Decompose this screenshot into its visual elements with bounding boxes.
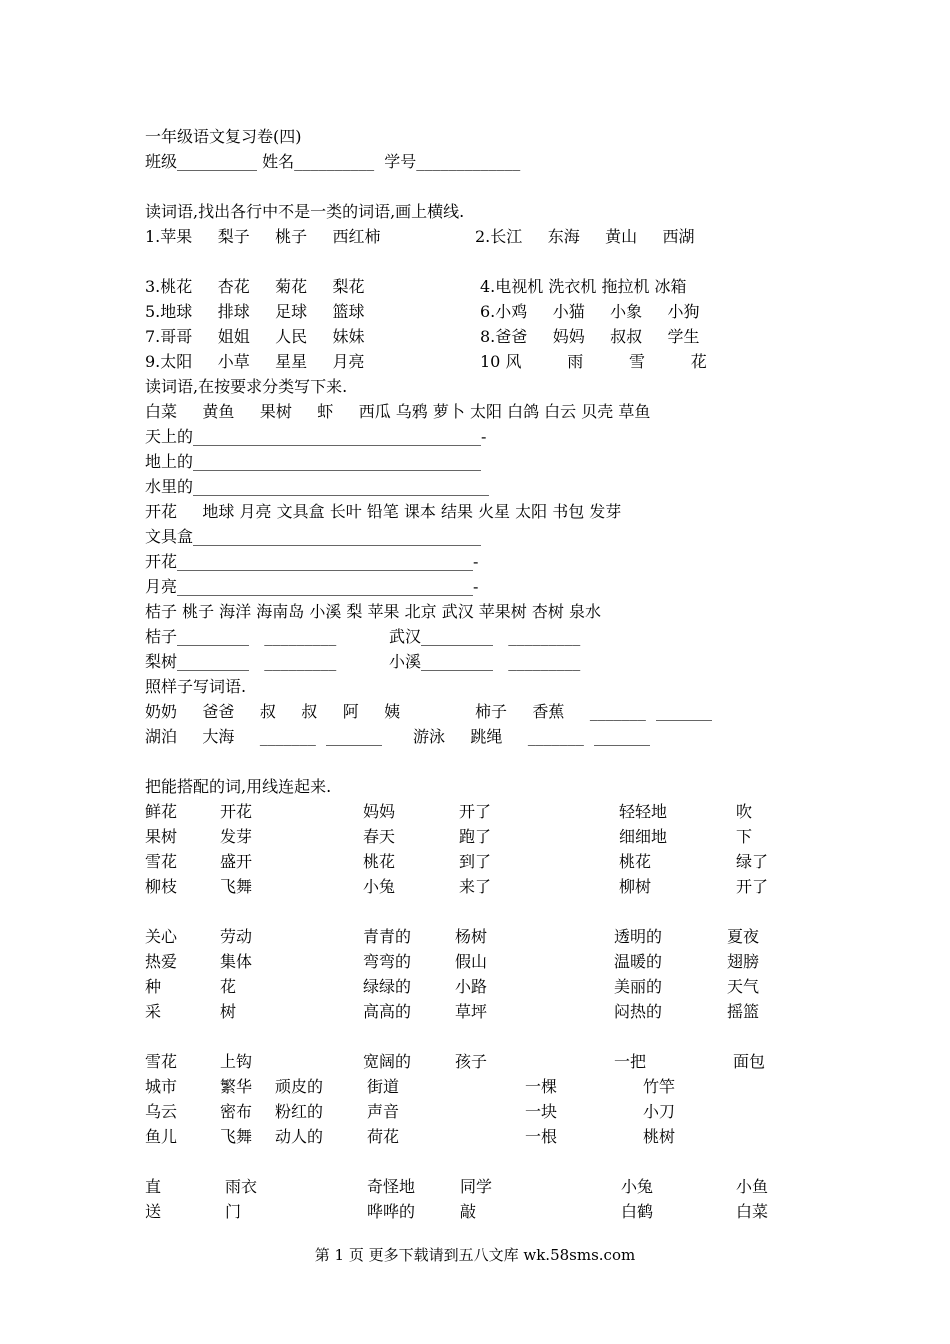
section1-instruction: 读词语,找出各行中不是一类的词语,画上横线. — [145, 202, 465, 221]
section3-instruction: 照样子写词语. — [145, 677, 247, 696]
matching-word: 荷花 — [367, 1127, 400, 1146]
matching-word: 天气 — [727, 977, 760, 996]
matching-word: 摇篮 — [727, 1002, 760, 1021]
example-right: 柿子 香蕉 _______ _______ — [475, 702, 713, 721]
row-right: 6.小鸡 小猫 小象 小狗 — [480, 302, 700, 321]
matching-word: 雪花 — [145, 852, 178, 871]
matching-word: 来了 — [459, 877, 492, 896]
matching-word: 小兔 — [363, 877, 396, 896]
matching-word: 青青的 — [363, 927, 412, 946]
matching-word: 夏夜 — [727, 927, 760, 946]
matching-word: 鲜花 — [145, 802, 178, 821]
matching-word: 绿了 — [736, 852, 769, 871]
matching-word: 宽阔的 — [363, 1052, 412, 1071]
matching-word: 同学 — [460, 1177, 493, 1196]
fill-blank-line: 天上的____________________________________- — [145, 427, 487, 446]
classification-row — [145, 326, 700, 348]
matching-word: 开花 — [220, 802, 253, 821]
matching-word: 到了 — [459, 852, 492, 871]
fill-blank-line: 水里的_____________________________________ — [145, 477, 490, 496]
fill-blank-pair-row — [145, 651, 581, 673]
matching-word: 一棵 — [525, 1077, 558, 1096]
fill-blank-line: 开花_____________________________________- — [145, 552, 479, 571]
matching-word: 果树 — [145, 827, 178, 846]
row-left: 9.太阳 小草 星星 月亮 — [145, 352, 365, 371]
matching-word: 弯弯的 — [363, 952, 412, 971]
pair-right: 小溪_________ _________ — [389, 652, 581, 671]
matching-word: 白菜 — [736, 1202, 769, 1221]
row-right: 10 风 雨 雪 花 — [480, 352, 707, 371]
matching-word: 采 — [145, 1002, 162, 1021]
row-left: 5.地球 排球 足球 篮球 — [145, 302, 365, 321]
matching-word: 一根 — [525, 1127, 558, 1146]
pair-right: 武汉_________ _________ — [389, 627, 581, 646]
example-row — [145, 701, 713, 723]
matching-word: 绿绿的 — [363, 977, 412, 996]
fill-blank-line: 地上的____________________________________ — [145, 452, 482, 471]
matching-word: 动人的 — [275, 1127, 324, 1146]
example-left: 湖泊 大海 _______ _______ — [145, 727, 383, 746]
matching-word: 飞舞 — [220, 1127, 253, 1146]
word-list: 桔子 桃子 海洋 海南岛 小溪 梨 苹果 北京 武汉 苹果树 杏树 泉水 — [145, 602, 601, 621]
matching-word: 飞舞 — [220, 877, 253, 896]
fill-blank-line: 文具盒____________________________________ — [145, 527, 482, 546]
matching-word: 草坪 — [455, 1002, 488, 1021]
pair-left: 桔子_________ _________ — [145, 627, 337, 646]
section4-instruction: 把能搭配的词,用线连起来. — [145, 777, 332, 796]
matching-word: 街道 — [367, 1077, 400, 1096]
example-row — [145, 726, 651, 748]
section2-instruction: 读词语,在按要求分类写下来. — [145, 377, 348, 396]
matching-word: 闷热的 — [614, 1002, 663, 1021]
row-right: 2.长江 东海 黄山 西湖 — [475, 227, 695, 246]
matching-word: 小刀 — [643, 1102, 676, 1121]
page-title: 一年级语文复习卷(四) — [145, 127, 302, 146]
matching-word: 小鱼 — [736, 1177, 769, 1196]
matching-word: 桃树 — [643, 1127, 676, 1146]
matching-word: 粉红的 — [275, 1102, 324, 1121]
classification-row — [145, 276, 687, 298]
row-right: 8.爸爸 妈妈 叔叔 学生 — [480, 327, 700, 346]
word-list: 白菜 黄鱼 果树 虾 西瓜 乌鸦 萝卜 太阳 白鸽 白云 贝壳 草鱼 — [145, 402, 651, 421]
matching-word: 集体 — [220, 952, 253, 971]
matching-word: 面包 — [733, 1052, 766, 1071]
matching-word: 奇怪地 — [367, 1177, 416, 1196]
matching-word: 妈妈 — [363, 802, 396, 821]
row-left: 3.桃花 杏花 菊花 梨花 — [145, 277, 365, 296]
row-left: 7.哥哥 姐姐 人民 妹妹 — [145, 327, 365, 346]
classification-row — [145, 301, 700, 323]
matching-word: 杨树 — [455, 927, 488, 946]
matching-word: 雪花 — [145, 1052, 178, 1071]
matching-word: 桃花 — [363, 852, 396, 871]
matching-word: 声音 — [367, 1102, 400, 1121]
matching-word: 一把 — [614, 1052, 647, 1071]
matching-word: 直 — [145, 1177, 162, 1196]
matching-word: 热爱 — [145, 952, 178, 971]
matching-word: 一块 — [525, 1102, 558, 1121]
matching-word: 敲 — [460, 1202, 477, 1221]
row-right: 4.电视机 洗衣机 拖拉机 冰箱 — [480, 277, 687, 296]
matching-word: 桃花 — [619, 852, 652, 871]
matching-word: 花 — [220, 977, 237, 996]
matching-word: 翅膀 — [727, 952, 760, 971]
matching-word: 细细地 — [619, 827, 668, 846]
matching-word: 繁华 — [220, 1077, 253, 1096]
example-left: 奶奶 爸爸 叔 叔 阿 姨 — [145, 702, 401, 721]
matching-word: 劳动 — [220, 927, 253, 946]
matching-word: 顽皮的 — [275, 1077, 324, 1096]
fill-blank-pair-row — [145, 626, 581, 648]
matching-word: 关心 — [145, 927, 178, 946]
matching-word: 柳树 — [619, 877, 652, 896]
page-footer: 第 1 页 更多下载请到五八文库 wk.58sms.com — [314, 1246, 636, 1264]
matching-word: 轻轻地 — [619, 802, 668, 821]
matching-word: 树 — [220, 1002, 237, 1021]
matching-word: 乌云 — [145, 1102, 178, 1121]
matching-word: 温暖的 — [614, 952, 663, 971]
matching-word: 雨衣 — [225, 1177, 258, 1196]
matching-word: 高高的 — [363, 1002, 412, 1021]
matching-word: 送 — [145, 1202, 162, 1221]
matching-word: 开了 — [736, 877, 769, 896]
pair-left: 梨树_________ _________ — [145, 652, 337, 671]
classification-row — [145, 226, 695, 248]
matching-word: 下 — [736, 827, 753, 846]
matching-word: 鱼儿 — [145, 1127, 178, 1146]
matching-word: 孩子 — [455, 1052, 488, 1071]
student-info-line: 班级__________ 姓名__________ 学号_____________ — [145, 152, 521, 171]
matching-word: 白鹤 — [621, 1202, 654, 1221]
matching-word: 盛开 — [220, 852, 253, 871]
row-left: 1.苹果 梨子 桃子 西红柿 — [145, 227, 381, 246]
matching-word: 城市 — [145, 1077, 178, 1096]
matching-word: 上钩 — [220, 1052, 253, 1071]
matching-word: 小路 — [455, 977, 488, 996]
example-right: 游泳 跳绳 _______ _______ — [413, 727, 651, 746]
matching-word: 开了 — [459, 802, 492, 821]
fill-blank-line: 月亮_____________________________________- — [145, 577, 479, 596]
matching-word: 门 — [225, 1202, 242, 1221]
classification-row — [145, 351, 707, 373]
matching-word: 发芽 — [220, 827, 253, 846]
matching-word: 种 — [145, 977, 162, 996]
matching-word: 春天 — [363, 827, 396, 846]
matching-word: 美丽的 — [614, 977, 663, 996]
matching-word: 柳枝 — [145, 877, 178, 896]
matching-word: 假山 — [455, 952, 488, 971]
matching-word: 哗哗的 — [367, 1202, 416, 1221]
matching-word: 吹 — [736, 802, 753, 821]
matching-word: 跑了 — [459, 827, 492, 846]
word-list: 开花 地球 月亮 文具盒 长叶 铅笔 课本 结果 火星 太阳 书包 发芽 — [145, 502, 622, 521]
matching-word: 密布 — [220, 1102, 253, 1121]
matching-word: 小兔 — [621, 1177, 654, 1196]
matching-word: 竹竿 — [643, 1077, 676, 1096]
matching-word: 透明的 — [614, 927, 663, 946]
